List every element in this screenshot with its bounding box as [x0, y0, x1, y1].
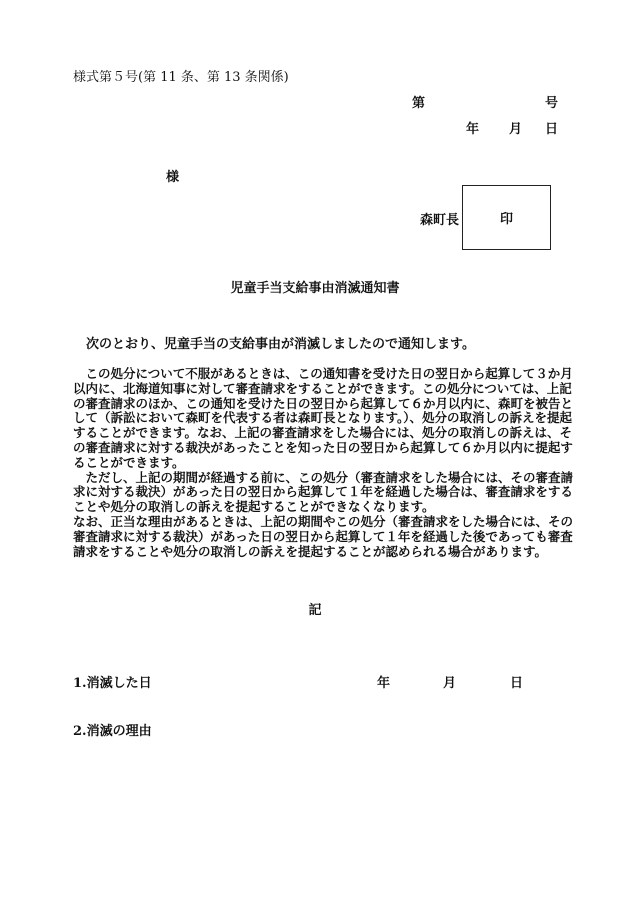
item-extinction-date-day: 日: [510, 676, 524, 691]
recipient-honorific: 様: [166, 170, 180, 185]
item-extinction-reason-label: 2.消滅の理由: [73, 724, 152, 739]
issue-date-day: 日: [545, 122, 559, 137]
issue-date-month: 月: [509, 122, 523, 137]
document-number-prefix: 第: [412, 96, 426, 111]
seal-box: [462, 185, 551, 250]
appeal-paragraph: ただし、上記の期間が経過する前に、この処分（審査請求をした場合には、その審査請求に対する裁決）があった日の翌日から起算して１年を経過した場合は、審査請求をすることや処分の取消しの訴えを提起することができなくなります。: [73, 469, 574, 515]
issuer-name: 森町長: [420, 213, 460, 228]
form-number-label: 様式第５号(第 11 条、第 13 条関係): [73, 70, 289, 85]
issue-date-year: 年: [466, 122, 480, 137]
seal-label: 印: [499, 212, 513, 227]
item-extinction-date-year: 年: [377, 676, 391, 691]
appeal-notice: [73, 367, 573, 559]
appeal-paragraph: この処分について不服があるときは、この通知書を受けた日の翌日から起算して３か月以内に、北海道知事に対して審査請求をすることができます。この処分については、上記の審査請求のほか、この通知を受けた日の翌日から起算して６か月以内に、森町を被告として（訴訟において森町を代表する者は森町長となります。）、処分の取消しの訴えを提起することができます。なお、上記の審査請求をした場合には、処分の取消しの訴えは、その審査請求に対する裁決があったことを知った日の翌日から起算して６か月以内に提起することができます。: [73, 366, 574, 470]
appeal-paragraph: なお、正当な理由があるときは、上記の期間やこの処分（審査請求をした場合には、その審査請求に対する裁決）があった日の翌日から起算して１年を経過した後であっても審査請求をすることや処分の取消しの訴えを提起することが認められる場合があります。: [73, 513, 574, 559]
intro-text: 次のとおり、児童手当の支給事由が消滅しましたので通知します。: [86, 337, 475, 352]
item-extinction-date-label: 1.消滅した日: [73, 676, 152, 691]
document-number-suffix: 号: [545, 96, 559, 111]
document-title: 児童手当支給事由消滅通知書: [230, 281, 400, 296]
section-marker: 記: [308, 603, 322, 618]
item-extinction-date-month: 月: [443, 676, 457, 691]
